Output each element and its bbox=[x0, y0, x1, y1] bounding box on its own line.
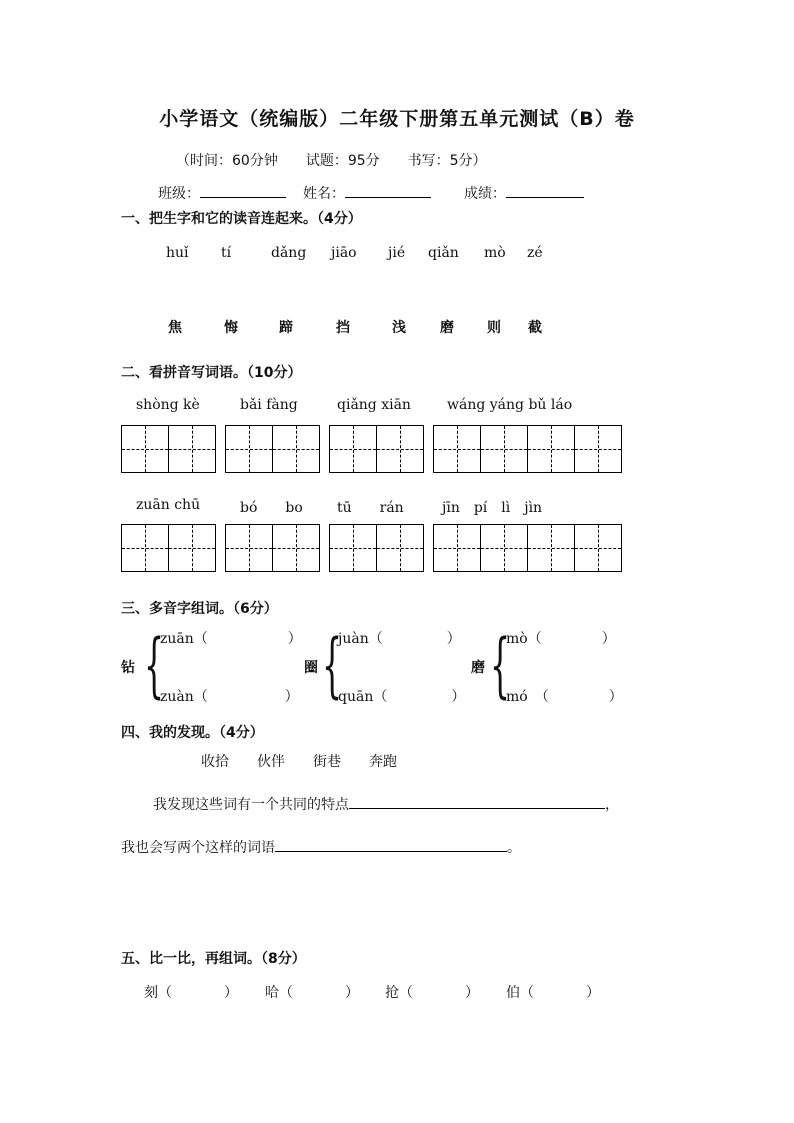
discovery-answer-line[interactable] bbox=[349, 792, 605, 809]
s1-pinyin: jié bbox=[388, 245, 406, 261]
close-paren: ） bbox=[601, 631, 616, 647]
writing-grid[interactable] bbox=[433, 524, 622, 572]
grid-cell[interactable] bbox=[329, 425, 377, 473]
polyphone-reading[interactable] bbox=[160, 628, 302, 648]
grid-cell[interactable] bbox=[273, 425, 320, 473]
section-1-heading: 一、把生字和它的读音连起来。（4分） bbox=[121, 211, 362, 227]
grid-cell[interactable] bbox=[329, 524, 377, 572]
grid-cell[interactable] bbox=[377, 425, 424, 473]
s2-pinyin: tū rán bbox=[337, 500, 404, 516]
reading-label: mó （ bbox=[506, 689, 549, 705]
reading-label: zuān（ bbox=[160, 631, 208, 647]
grid-cell[interactable] bbox=[169, 425, 216, 473]
s2-pinyin: qiǎng xiān bbox=[337, 397, 411, 413]
s4-word: 奔跑 bbox=[369, 754, 397, 770]
score-field[interactable] bbox=[464, 183, 584, 203]
compare-char: 抢（ bbox=[385, 985, 413, 1001]
s1-pinyin: dǎng bbox=[271, 245, 307, 261]
s1-char[interactable]: 挡 bbox=[336, 320, 350, 336]
close-paren: ） bbox=[224, 985, 238, 1001]
writing-grid[interactable] bbox=[329, 425, 424, 473]
close-paren: ） bbox=[451, 689, 466, 705]
discovery-text: 我发现这些词有一个共同的特点 bbox=[153, 797, 349, 813]
section-4-heading: 四、我的发现。（4分） bbox=[121, 725, 264, 741]
s1-pinyin: zé bbox=[527, 245, 543, 261]
punct: 。 bbox=[507, 840, 521, 856]
s2-pinyin: jīn pí lì jìn bbox=[442, 500, 543, 516]
compare-char: 刻（ bbox=[144, 985, 172, 1001]
writing-grid[interactable] bbox=[225, 425, 320, 473]
close-paren: ） bbox=[586, 985, 600, 1001]
compare-char: 哈（ bbox=[265, 985, 293, 1001]
punct: ， bbox=[605, 797, 619, 813]
grid-cell[interactable] bbox=[121, 425, 169, 473]
s2-pinyin: bǎi fàng bbox=[240, 397, 298, 413]
compare-item[interactable] bbox=[144, 982, 238, 1002]
brace-icon: { bbox=[490, 624, 511, 706]
s1-pinyin: jiāo bbox=[331, 245, 357, 261]
close-paren: ） bbox=[284, 689, 299, 705]
s1-pinyin: tí bbox=[221, 245, 232, 261]
close-paren: ） bbox=[465, 985, 479, 1001]
reading-label: mò（ bbox=[506, 631, 542, 647]
s2-pinyin: shòng kè bbox=[136, 397, 200, 413]
page-title: 小学语文（统编版）二年级下册第五单元测试（B）卷 bbox=[159, 108, 635, 130]
grid-cell[interactable] bbox=[481, 524, 528, 572]
section-3-heading: 三、多音字组词。（6分） bbox=[121, 601, 278, 617]
writing-grid[interactable] bbox=[329, 524, 424, 572]
name-blank[interactable] bbox=[345, 183, 431, 198]
discovery-prompt bbox=[153, 792, 619, 814]
polyphone-reading[interactable] bbox=[338, 628, 461, 648]
exam-meta: （时间：60分钟 试题：95分 书写：5分） bbox=[176, 153, 487, 169]
writing-grid[interactable] bbox=[121, 425, 216, 473]
s2-pinyin: zuān chū bbox=[136, 497, 201, 513]
polyphone-char: 磨 bbox=[471, 660, 485, 676]
close-paren: ） bbox=[345, 985, 359, 1001]
grid-cell[interactable] bbox=[575, 524, 622, 572]
grid-cell[interactable] bbox=[481, 425, 528, 473]
polyphone-reading[interactable] bbox=[160, 686, 299, 706]
polyphone-reading[interactable] bbox=[506, 686, 623, 706]
grid-cell[interactable] bbox=[225, 425, 273, 473]
s4-word: 伙伴 bbox=[257, 754, 285, 770]
reading-label: zuàn（ bbox=[160, 689, 208, 705]
s1-char[interactable]: 悔 bbox=[224, 320, 238, 336]
compare-item[interactable] bbox=[385, 982, 479, 1002]
s1-char[interactable]: 蹄 bbox=[279, 320, 293, 336]
s1-char[interactable]: 则 bbox=[487, 320, 501, 336]
name-label: 姓名： bbox=[303, 186, 345, 202]
grid-cell[interactable] bbox=[433, 425, 481, 473]
polyphone-char: 钻 bbox=[121, 660, 135, 676]
close-paren: ） bbox=[287, 631, 302, 647]
s1-char[interactable]: 焦 bbox=[168, 320, 182, 336]
s1-char[interactable]: 截 bbox=[528, 320, 542, 336]
writing-grid[interactable] bbox=[121, 524, 216, 572]
grid-cell[interactable] bbox=[528, 425, 575, 473]
grid-cell[interactable] bbox=[169, 524, 216, 572]
class-blank[interactable] bbox=[200, 183, 286, 198]
grid-cell[interactable] bbox=[528, 524, 575, 572]
s4-word: 收拾 bbox=[201, 754, 229, 770]
name-field[interactable] bbox=[303, 183, 431, 203]
grid-cell[interactable] bbox=[433, 524, 481, 572]
example-answer-line[interactable] bbox=[275, 835, 507, 852]
s2-pinyin: bó bo bbox=[240, 500, 303, 516]
brace-icon: { bbox=[144, 624, 165, 706]
s1-pinyin: huǐ bbox=[166, 245, 189, 261]
brace-icon: { bbox=[322, 624, 343, 706]
polyphone-char: 圈 bbox=[304, 660, 318, 676]
s4-word: 街巷 bbox=[313, 754, 341, 770]
example-prompt bbox=[121, 835, 521, 857]
class-label: 班级： bbox=[158, 186, 200, 202]
grid-cell[interactable] bbox=[377, 524, 424, 572]
s1-pinyin: qiǎn bbox=[428, 245, 459, 261]
score-label: 成绩： bbox=[464, 186, 506, 202]
s1-pinyin: mò bbox=[484, 245, 506, 261]
class-field[interactable] bbox=[158, 183, 286, 203]
example-text: 我也会写两个这样的词语 bbox=[121, 840, 275, 856]
s2-pinyin: wáng yáng bǔ láo bbox=[447, 397, 573, 413]
writing-grid[interactable] bbox=[433, 425, 622, 473]
grid-cell[interactable] bbox=[575, 425, 622, 473]
s1-char[interactable]: 磨 bbox=[440, 320, 454, 336]
s1-char[interactable]: 浅 bbox=[392, 320, 406, 336]
compare-item[interactable] bbox=[265, 982, 359, 1002]
section-5-heading: 五、比一比，再组词。（8分） bbox=[121, 951, 306, 967]
close-paren: ） bbox=[608, 689, 623, 705]
reading-label: juàn（ bbox=[338, 631, 383, 647]
grid-cell[interactable] bbox=[121, 524, 169, 572]
grid-cell[interactable] bbox=[225, 524, 273, 572]
polyphone-reading[interactable] bbox=[506, 628, 616, 648]
compare-item[interactable] bbox=[506, 982, 600, 1002]
writing-grid[interactable] bbox=[225, 524, 320, 572]
score-blank[interactable] bbox=[506, 183, 584, 198]
section-2-heading: 二、看拼音写词语。（10分） bbox=[121, 365, 302, 381]
reading-label: quān（ bbox=[338, 689, 388, 705]
grid-cell[interactable] bbox=[273, 524, 320, 572]
close-paren: ） bbox=[446, 631, 461, 647]
compare-char: 伯（ bbox=[506, 985, 534, 1001]
polyphone-reading[interactable] bbox=[338, 686, 465, 706]
